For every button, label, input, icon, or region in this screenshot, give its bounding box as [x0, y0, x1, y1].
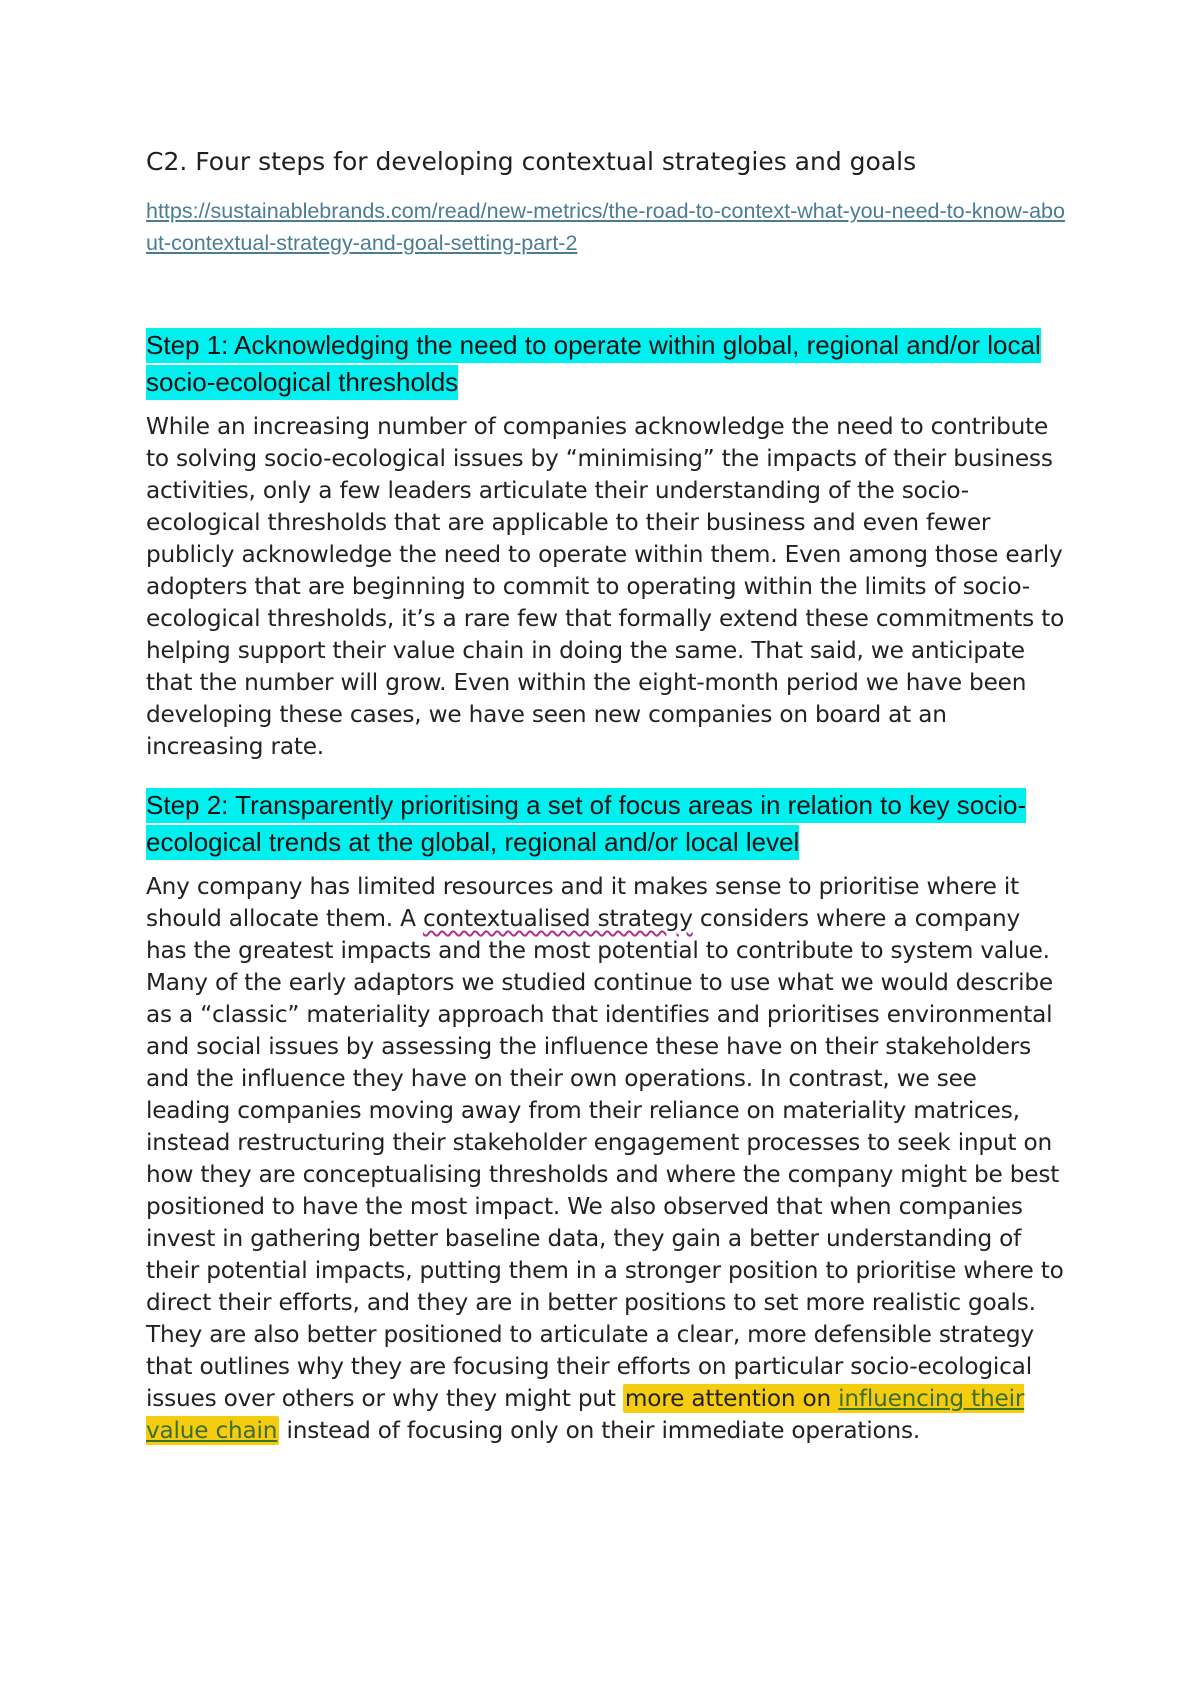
highlighted-text: more attention on [624, 1385, 839, 1412]
step-2-text-part-3: instead of focusing only on their immediate operations. [279, 1417, 921, 1444]
step-2-paragraph [146, 871, 1066, 1447]
document-content [146, 145, 1066, 1471]
step-1-heading-highlight: Step 1: Acknowledging the need to operate within global, regional and/or local socio-ecological thresholds [146, 328, 1041, 400]
step-2-heading [146, 787, 1066, 861]
step-1-heading [146, 327, 1066, 401]
step-1-section [146, 327, 1066, 763]
step-2-heading-highlight: Step 2: Transparently prioritising a set of focus areas in relation to key socio-ecological trends at the global, regional and/or local level [146, 788, 1026, 860]
value-chain-link[interactable]: influencing their value chain [146, 1385, 1025, 1444]
step-2-text-part-2: considers where a company has the greatest impacts and the most potential to contribute to system value. Many of the early adaptors we studied continue to use what we would describe as a “classic” materiality approach that identifies and prioritises environmental and social issues by assessing the influence these have on their stakeholders and the influence they have on their own operations. In contrast, we see leading companies moving away from their reliance on materiality matrices, instead restructuring their stakeholder engagement processes to seek input on how they are conceptualising thresholds and where the company might be best positioned to have the most impact. We also observed that when companies invest in gathering better baseline data, they gain a better understanding of their potential impacts, putting them in a stronger position to prioritise where to direct their efforts, and they are in better positions to set more realistic goals. They are also better positioned to articulate a clear, more defensible strategy that outlines why they are focusing their efforts on particular socio-ecological issues over others or why they might put [146, 905, 1064, 1412]
contextualised-strategy-underlined: contextualised strategy [422, 905, 693, 932]
document-title: C2. Four steps for developing contextual strategies and goals [146, 147, 917, 176]
step-1-paragraph: While an increasing number of companies acknowledge the need to contribute to solving socio-ecological issues by “minimising” the impacts of their business activities, only a few leaders articulate their understanding of the socio-ecological thresholds that are applicable to their business and even fewer publicly acknowledge the need to operate within them. Even among those early adopters that are beginning to commit to operating within the limits of socio-ecological thresholds, it’s a rare few that formally extend these commitments to helping support their value chain in doing the same. That said, we anticipate that the number will grow. Even within the eight-month period we have been developing these cases, we have seen new companies on board at an increasing rate. [146, 413, 1065, 760]
step-2-text-part-1: Any company has limited resources and it makes sense to prioritise where it should allocate them. A [146, 873, 1019, 932]
source-link[interactable]: https://sustainablebrands.com/read/new-metrics/the-road-to-context-what-you-need-to-know-about-contextual-strategy-and-goal-setting-part-2 [146, 199, 1065, 255]
step-2-section [146, 787, 1066, 1447]
